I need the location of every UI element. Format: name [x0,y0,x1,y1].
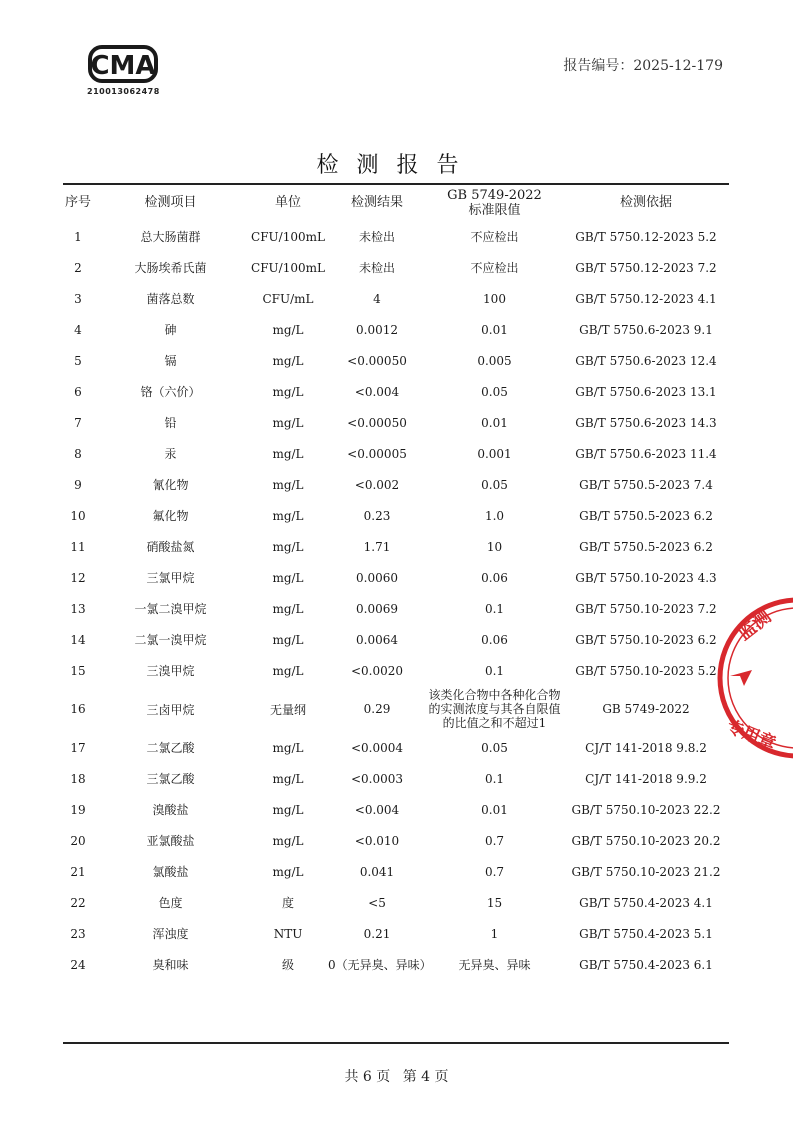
cell-basis: GB/T 5750.4-2023 4.1 [579,895,713,910]
page-info [0,1066,793,1086]
cell-unit: mg/L [272,384,304,399]
cell-unit: 无量纲 [269,702,306,717]
table-header-row [63,184,729,221]
cell-item: 氯酸盐 [152,865,189,879]
cell-no: 4 [74,322,82,337]
seal-text-top: 监测 [733,606,776,645]
cell-item: 溴酸盐 [152,803,189,817]
table-row [63,283,729,314]
report-number [563,55,723,75]
cell-item: 三卤甲烷 [146,702,195,717]
cell-no: 8 [74,446,82,461]
table-body [63,221,729,980]
cell-no: 2 [74,260,82,275]
cell-item: 硝酸盐氮 [146,540,195,554]
cell-basis: GB/T 5750.12-2023 5.2 [575,229,717,244]
cell-limit: 0.1 [484,601,505,616]
table-row [63,593,729,624]
cell-no: 11 [70,539,86,554]
cell-result: 0.29 [363,702,391,716]
cell-result: <0.00005 [347,446,407,461]
seal-graphic [720,600,793,756]
cell-item: 氟化物 [152,509,189,523]
cell-limit: 1.0 [484,508,505,523]
cell-item: 色度 [158,896,183,910]
cell-limit: 0.1 [484,663,505,678]
cell-unit: mg/L [272,446,304,461]
cell-no: 19 [70,802,86,817]
cell-limit: 10 [486,539,503,554]
cma-logo-text: CMA [90,51,156,81]
cell-no: 24 [70,957,86,972]
cell-limit: 不应检出 [470,230,519,244]
cell-limit: 0.1 [484,771,505,786]
cell-result: 0.23 [363,508,391,523]
cell-unit: mg/L [272,477,304,492]
cell-basis: GB/T 5750.10-2023 22.2 [571,802,721,817]
cma-number: 210013062478 [87,87,160,96]
header-result: 检测结果 [350,195,403,210]
cell-no: 17 [70,740,86,755]
table-bottom-rule [63,1042,729,1044]
table-row [63,345,729,376]
cell-limit [426,686,563,732]
cell-basis: GB/T 5750.5-2023 7.4 [579,477,713,492]
table-row [63,794,729,825]
total-pages: 共 6 页 [344,1069,391,1085]
cell-limit: 0.7 [484,833,505,848]
cell-item: 氰化物 [152,478,189,492]
cell-unit: mg/L [272,802,304,817]
cell-unit: CFU/100mL [251,229,325,244]
cell-limit: 0.05 [481,384,508,399]
table-row [63,918,729,949]
table-row [63,407,729,438]
table-row [63,655,729,686]
cell-limit: 0.7 [484,864,505,879]
header-no: 序号 [64,195,91,210]
cell-unit: mg/L [272,833,304,848]
cell-limit: 0.05 [481,477,508,492]
report-number-label: 报告编号： [563,58,634,74]
cell-result: 0.0069 [356,601,398,616]
cell-no: 13 [70,601,86,616]
table-row [63,252,729,283]
cell-item: 总大肠菌群 [140,230,201,244]
cell-item: 二氯乙酸 [146,741,195,755]
cell-unit: mg/L [272,322,304,337]
cell-item: 铬（六价） [140,385,201,399]
cell-no: 6 [74,384,82,399]
cell-result: 0.0064 [356,632,398,647]
header-limit [426,184,563,221]
cell-basis: GB/T 5750.6-2023 12.4 [575,353,717,368]
table-row [63,531,729,562]
cell-unit: CFU/mL [262,291,314,306]
cell-result: <0.004 [354,384,400,399]
cell-basis: GB/T 5750.6-2023 11.4 [575,446,717,461]
cell-no: 23 [70,926,86,941]
cell-item: 亚氯酸盐 [146,834,195,848]
cell-result: 4 [373,291,381,306]
table-row [63,686,729,732]
cell-result: <0.0020 [350,663,404,678]
cell-result: <0.0003 [350,771,404,786]
cell-item: 镉 [164,354,177,368]
cell-basis: GB/T 5750.10-2023 7.2 [575,601,717,616]
cell-limit: 0.06 [481,632,508,647]
cell-result: <5 [368,895,386,910]
cell-limit: 1 [490,926,499,941]
cell-result: 0.0060 [356,570,398,585]
cell-unit: mg/L [272,740,304,755]
limit-note-text: 该类化合物中各种化合物的实测浓度与其各自限值的比值之和不超过1 [428,688,561,730]
cell-no: 3 [74,291,82,306]
cell-limit: 0.01 [481,802,508,817]
table-row [63,469,729,500]
inspection-seal [700,590,793,765]
table-row [63,763,729,794]
cell-limit: 0.001 [477,446,512,461]
cell-no: 20 [70,833,86,848]
cell-item: 一氯二溴甲烷 [134,602,207,616]
header-basis: 检测依据 [619,195,672,210]
cell-unit: mg/L [272,353,304,368]
cell-no: 16 [70,702,86,716]
cell-item: 大肠埃希氏菌 [134,261,207,275]
cell-item: 二氯一溴甲烷 [134,633,207,647]
cell-limit: 0.05 [481,740,508,755]
cma-logo [88,44,158,84]
cell-no: 15 [70,663,86,678]
cell-result: 0.041 [359,864,395,879]
cell-limit: 15 [486,895,503,910]
table-row [63,887,729,918]
table-row [63,500,729,531]
cell-limit: 不应检出 [470,261,519,275]
cell-no: 18 [70,771,86,786]
report-title: 检测报告 [316,153,477,178]
cell-unit: mg/L [272,864,304,879]
cell-no: 7 [74,415,82,430]
cell-result: 0.0012 [356,322,398,337]
cell-item: 砷 [164,323,177,337]
cell-unit: mg/L [272,570,304,585]
results-table [63,184,729,980]
header-unit: 单位 [274,195,301,210]
header-limit-standard: GB 5749-2022 [447,187,542,203]
cell-result: <0.010 [354,833,400,848]
cell-result: <0.0004 [350,740,404,755]
cell-item: 三氯甲烷 [146,571,195,585]
current-page: 第 4 页 [402,1069,449,1085]
cell-unit: mg/L [272,415,304,430]
header-item: 检测项目 [144,195,197,210]
cell-basis: GB/T 5750.10-2023 21.2 [571,864,721,879]
report-number-value: 2025-12-179 [633,58,723,74]
cell-unit: CFU/100mL [251,260,325,275]
cell-basis: GB/T 5750.12-2023 4.1 [575,291,717,306]
cell-basis: GB/T 5750.10-2023 20.2 [571,833,721,848]
cell-unit: NTU [273,926,303,941]
cell-no: 5 [74,353,82,368]
table-row [63,825,729,856]
table-row [63,562,729,593]
seal-text-bottom: 专用章 [723,716,779,755]
cell-no: 21 [70,864,86,879]
cell-unit: mg/L [272,632,304,647]
cell-result: 0（无异臭、异味） [328,958,432,972]
table-row [63,221,729,252]
cell-unit: mg/L [272,539,304,554]
cell-item: 浑浊度 [152,927,189,941]
cell-result: 未检出 [358,261,395,275]
cell-item: 三氯乙酸 [146,772,195,786]
cell-item: 汞 [164,447,177,461]
cell-basis: GB/T 5750.6-2023 14.3 [575,415,717,430]
cell-basis: GB/T 5750.4-2023 6.1 [579,957,713,972]
cell-result: <0.00050 [347,415,407,430]
header-limit-label: 标准限值 [468,202,521,218]
cell-limit: 无异臭、异味 [458,958,531,972]
cell-no: 12 [70,570,86,585]
cell-unit: mg/L [272,771,304,786]
cell-result: 0.21 [363,926,391,941]
cell-item: 铅 [164,416,177,430]
cell-item: 三溴甲烷 [146,664,195,678]
cell-basis: GB/T 5750.10-2023 4.3 [575,570,717,585]
cell-basis: GB/T 5750.10-2023 5.2 [575,663,717,678]
cell-no: 10 [70,508,86,523]
cell-unit: mg/L [272,601,304,616]
table-row [63,314,729,345]
cell-basis: GB/T 5750.5-2023 6.2 [579,539,713,554]
cell-basis: GB/T 5750.6-2023 9.1 [579,322,713,337]
cell-result: <0.004 [354,802,400,817]
cell-no: 9 [74,477,82,492]
cell-unit: 级 [281,958,294,972]
table-row [63,624,729,655]
cell-result: <0.00050 [347,353,407,368]
table-row [63,376,729,407]
cell-limit: 0.01 [481,322,508,337]
cell-limit: 100 [483,291,506,306]
cell-item: 菌落总数 [146,292,195,306]
cell-unit: 度 [281,896,294,910]
cell-item: 臭和味 [152,958,189,972]
cell-result: <0.002 [354,477,400,492]
table-row [63,856,729,887]
cell-basis: GB/T 5750.4-2023 5.1 [579,926,713,941]
cell-result: 1.71 [363,539,391,554]
cell-basis: GB 5749-2022 [602,702,690,716]
table-row [63,732,729,763]
cell-basis: GB/T 5750.6-2023 13.1 [575,384,717,399]
cell-basis: CJ/T 141-2018 9.8.2 [585,740,707,755]
cell-result: 未检出 [358,230,395,244]
cell-basis: CJ/T 141-2018 9.9.2 [585,771,707,786]
cell-no: 1 [74,229,82,244]
cell-basis: GB/T 5750.10-2023 6.2 [575,632,717,647]
cell-limit: 0.06 [481,570,508,585]
table-row [63,438,729,469]
cell-unit: mg/L [272,508,304,523]
cell-limit: 0.01 [481,415,508,430]
cell-unit: mg/L [272,663,304,678]
cell-limit: 0.005 [477,353,512,368]
cell-basis: GB/T 5750.12-2023 7.2 [575,260,717,275]
cell-no: 22 [70,895,86,910]
cell-basis: GB/T 5750.5-2023 6.2 [579,508,713,523]
cell-no: 14 [70,632,86,647]
table-row [63,949,729,980]
